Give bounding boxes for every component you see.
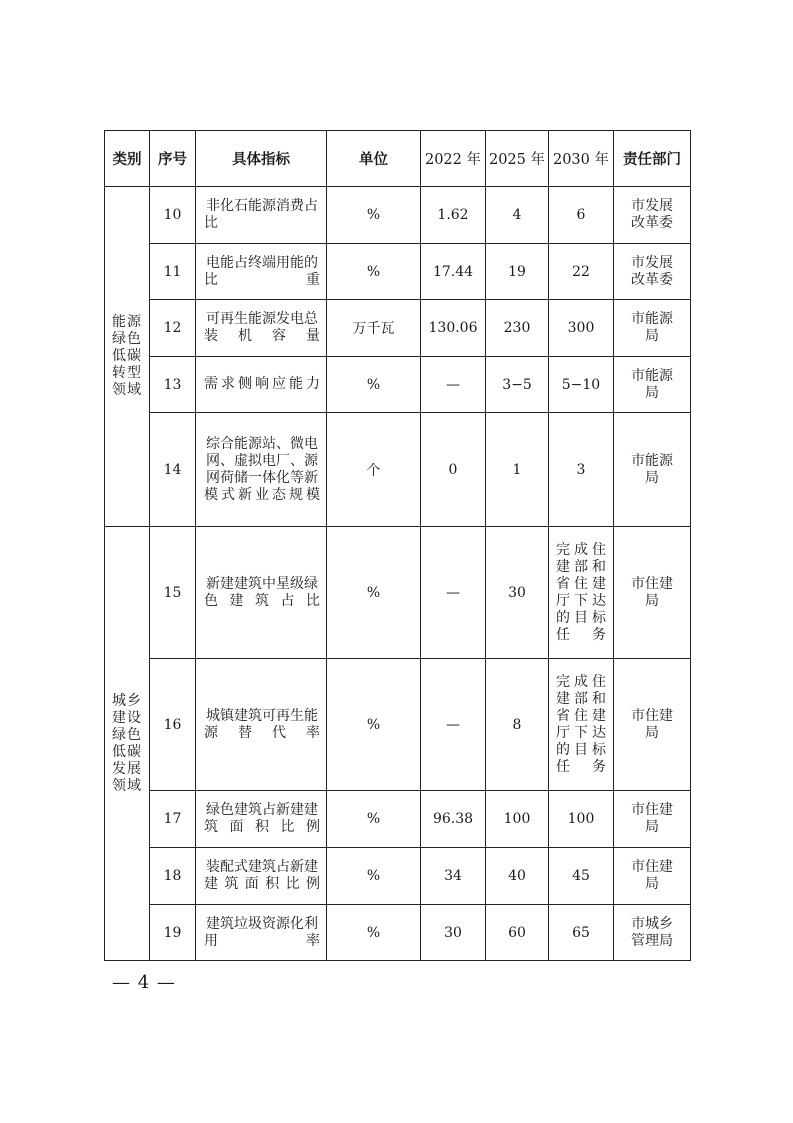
- header-2030: 2030 年: [549, 131, 614, 187]
- department-cell: [614, 357, 691, 413]
- value-2022: 17.44: [421, 244, 486, 300]
- row-number: 17: [150, 791, 196, 848]
- row-number: 10: [150, 187, 196, 244]
- department-cell: [614, 187, 691, 244]
- department-cell: [614, 300, 691, 357]
- category-cell: [105, 527, 150, 961]
- indicator-name: 新建建筑中星级绿色建筑占比: [196, 527, 327, 659]
- unit-cell: %: [327, 187, 421, 244]
- department-cell: [614, 905, 691, 961]
- department-label: 市能源局: [631, 311, 673, 344]
- value-2030: 6: [549, 187, 614, 244]
- row-number: 13: [150, 357, 196, 413]
- table-row: [105, 905, 691, 961]
- value-2025: 40: [486, 848, 549, 905]
- indicator-name: 装配式建筑占新建建筑面积比例: [196, 848, 327, 905]
- indicator-table: [104, 130, 691, 961]
- department-label: 市住建局: [631, 802, 673, 835]
- value-2022: 1.62: [421, 187, 486, 244]
- unit-cell: %: [327, 244, 421, 300]
- value-2025: 8: [486, 659, 549, 791]
- row-number: 12: [150, 300, 196, 357]
- value-2030: 22: [549, 244, 614, 300]
- value-2022: —: [421, 357, 486, 413]
- table-row: [105, 848, 691, 905]
- table-row: [105, 527, 691, 659]
- header-number: 序号: [150, 131, 196, 187]
- value-2025: 230: [486, 300, 549, 357]
- indicator-name: 建筑垃圾资源化利用率: [196, 905, 327, 961]
- department-cell: [614, 413, 691, 527]
- value-2030: 100: [549, 791, 614, 848]
- value-2025: 100: [486, 791, 549, 848]
- unit-cell: %: [327, 905, 421, 961]
- header-department: 责任部门: [614, 131, 691, 187]
- value-2025: 19: [486, 244, 549, 300]
- value-2025: 4: [486, 187, 549, 244]
- value-2022: 34: [421, 848, 486, 905]
- indicator-name: 综合能源站、微电网、虚拟电厂、源网荷储一体化等新模式新业态规模: [196, 413, 327, 527]
- department-label: 市能源局: [631, 367, 673, 401]
- department-cell: [614, 791, 691, 848]
- row-number: 19: [150, 905, 196, 961]
- indicator-name: 需求侧响应能力: [196, 357, 327, 413]
- target-text: 完成住建部和省住建厅下达的目标任务: [556, 673, 606, 775]
- header-2025: 2025 年: [486, 131, 549, 187]
- department-label: 市发展改革委: [631, 254, 673, 288]
- department-label: 市住建局: [631, 859, 673, 892]
- value-2030: 65: [549, 905, 614, 961]
- value-2030: 3: [549, 413, 614, 527]
- indicator-name: 非化石能源消费占比: [196, 187, 327, 244]
- row-number: 18: [150, 848, 196, 905]
- row-number: 16: [150, 659, 196, 791]
- unit-cell: %: [327, 527, 421, 659]
- department-label: 市城乡管理局: [631, 915, 673, 949]
- department-label: 市发展改革委: [631, 198, 673, 231]
- table-row: [105, 791, 691, 848]
- table-row: [105, 300, 691, 357]
- header-indicator: 具体指标: [196, 131, 327, 187]
- indicator-name: 城镇建筑可再生能源替代率: [196, 659, 327, 791]
- unit-cell: %: [327, 659, 421, 791]
- department-cell: [614, 659, 691, 791]
- indicator-name: 绿色建筑占新建建筑面积比例: [196, 791, 327, 848]
- department-label: 市能源局: [631, 452, 673, 486]
- table-row: [105, 244, 691, 300]
- header-unit: 单位: [327, 131, 421, 187]
- value-2022: 30: [421, 905, 486, 961]
- value-2030: [549, 659, 614, 791]
- indicator-name: 可再生能源发电总装机容量: [196, 300, 327, 357]
- department-cell: [614, 244, 691, 300]
- value-2022: —: [421, 659, 486, 791]
- unit-cell: 个: [327, 413, 421, 527]
- department-label: 市住建局: [631, 707, 673, 741]
- value-2030: 300: [549, 300, 614, 357]
- value-2030: 5−10: [549, 357, 614, 413]
- category-cell: [105, 187, 150, 527]
- category-label: 城乡建设绿色低碳发展领域: [112, 692, 142, 794]
- value-2022: —: [421, 527, 486, 659]
- value-2022: 130.06: [421, 300, 486, 357]
- unit-cell: 万千瓦: [327, 300, 421, 357]
- value-2025: 3−5: [486, 357, 549, 413]
- value-2030: [549, 527, 614, 659]
- row-number: 14: [150, 413, 196, 527]
- value-2025: 30: [486, 527, 549, 659]
- category-label: 能源绿色低碳转型领域: [112, 314, 142, 398]
- unit-cell: %: [327, 357, 421, 413]
- target-text: 完成住建部和省住建厅下达的目标任务: [556, 541, 606, 643]
- value-2022: 96.38: [421, 791, 486, 848]
- value-2022: 0: [421, 413, 486, 527]
- table-header-row: [105, 131, 691, 187]
- department-cell: [614, 527, 691, 659]
- value-2025: 60: [486, 905, 549, 961]
- header-category: 类别: [105, 131, 150, 187]
- header-2022: 2022 年: [421, 131, 486, 187]
- table-row: [105, 357, 691, 413]
- department-label: 市住建局: [631, 575, 673, 609]
- row-number: 11: [150, 244, 196, 300]
- row-number: 15: [150, 527, 196, 659]
- table-row: [105, 413, 691, 527]
- value-2030: 45: [549, 848, 614, 905]
- department-cell: [614, 848, 691, 905]
- page-number: — 4 —: [112, 972, 176, 993]
- table-row: [105, 659, 691, 791]
- value-2025: 1: [486, 413, 549, 527]
- table-row: [105, 187, 691, 244]
- indicator-name: 电能占终端用能的比重: [196, 244, 327, 300]
- unit-cell: %: [327, 791, 421, 848]
- unit-cell: %: [327, 848, 421, 905]
